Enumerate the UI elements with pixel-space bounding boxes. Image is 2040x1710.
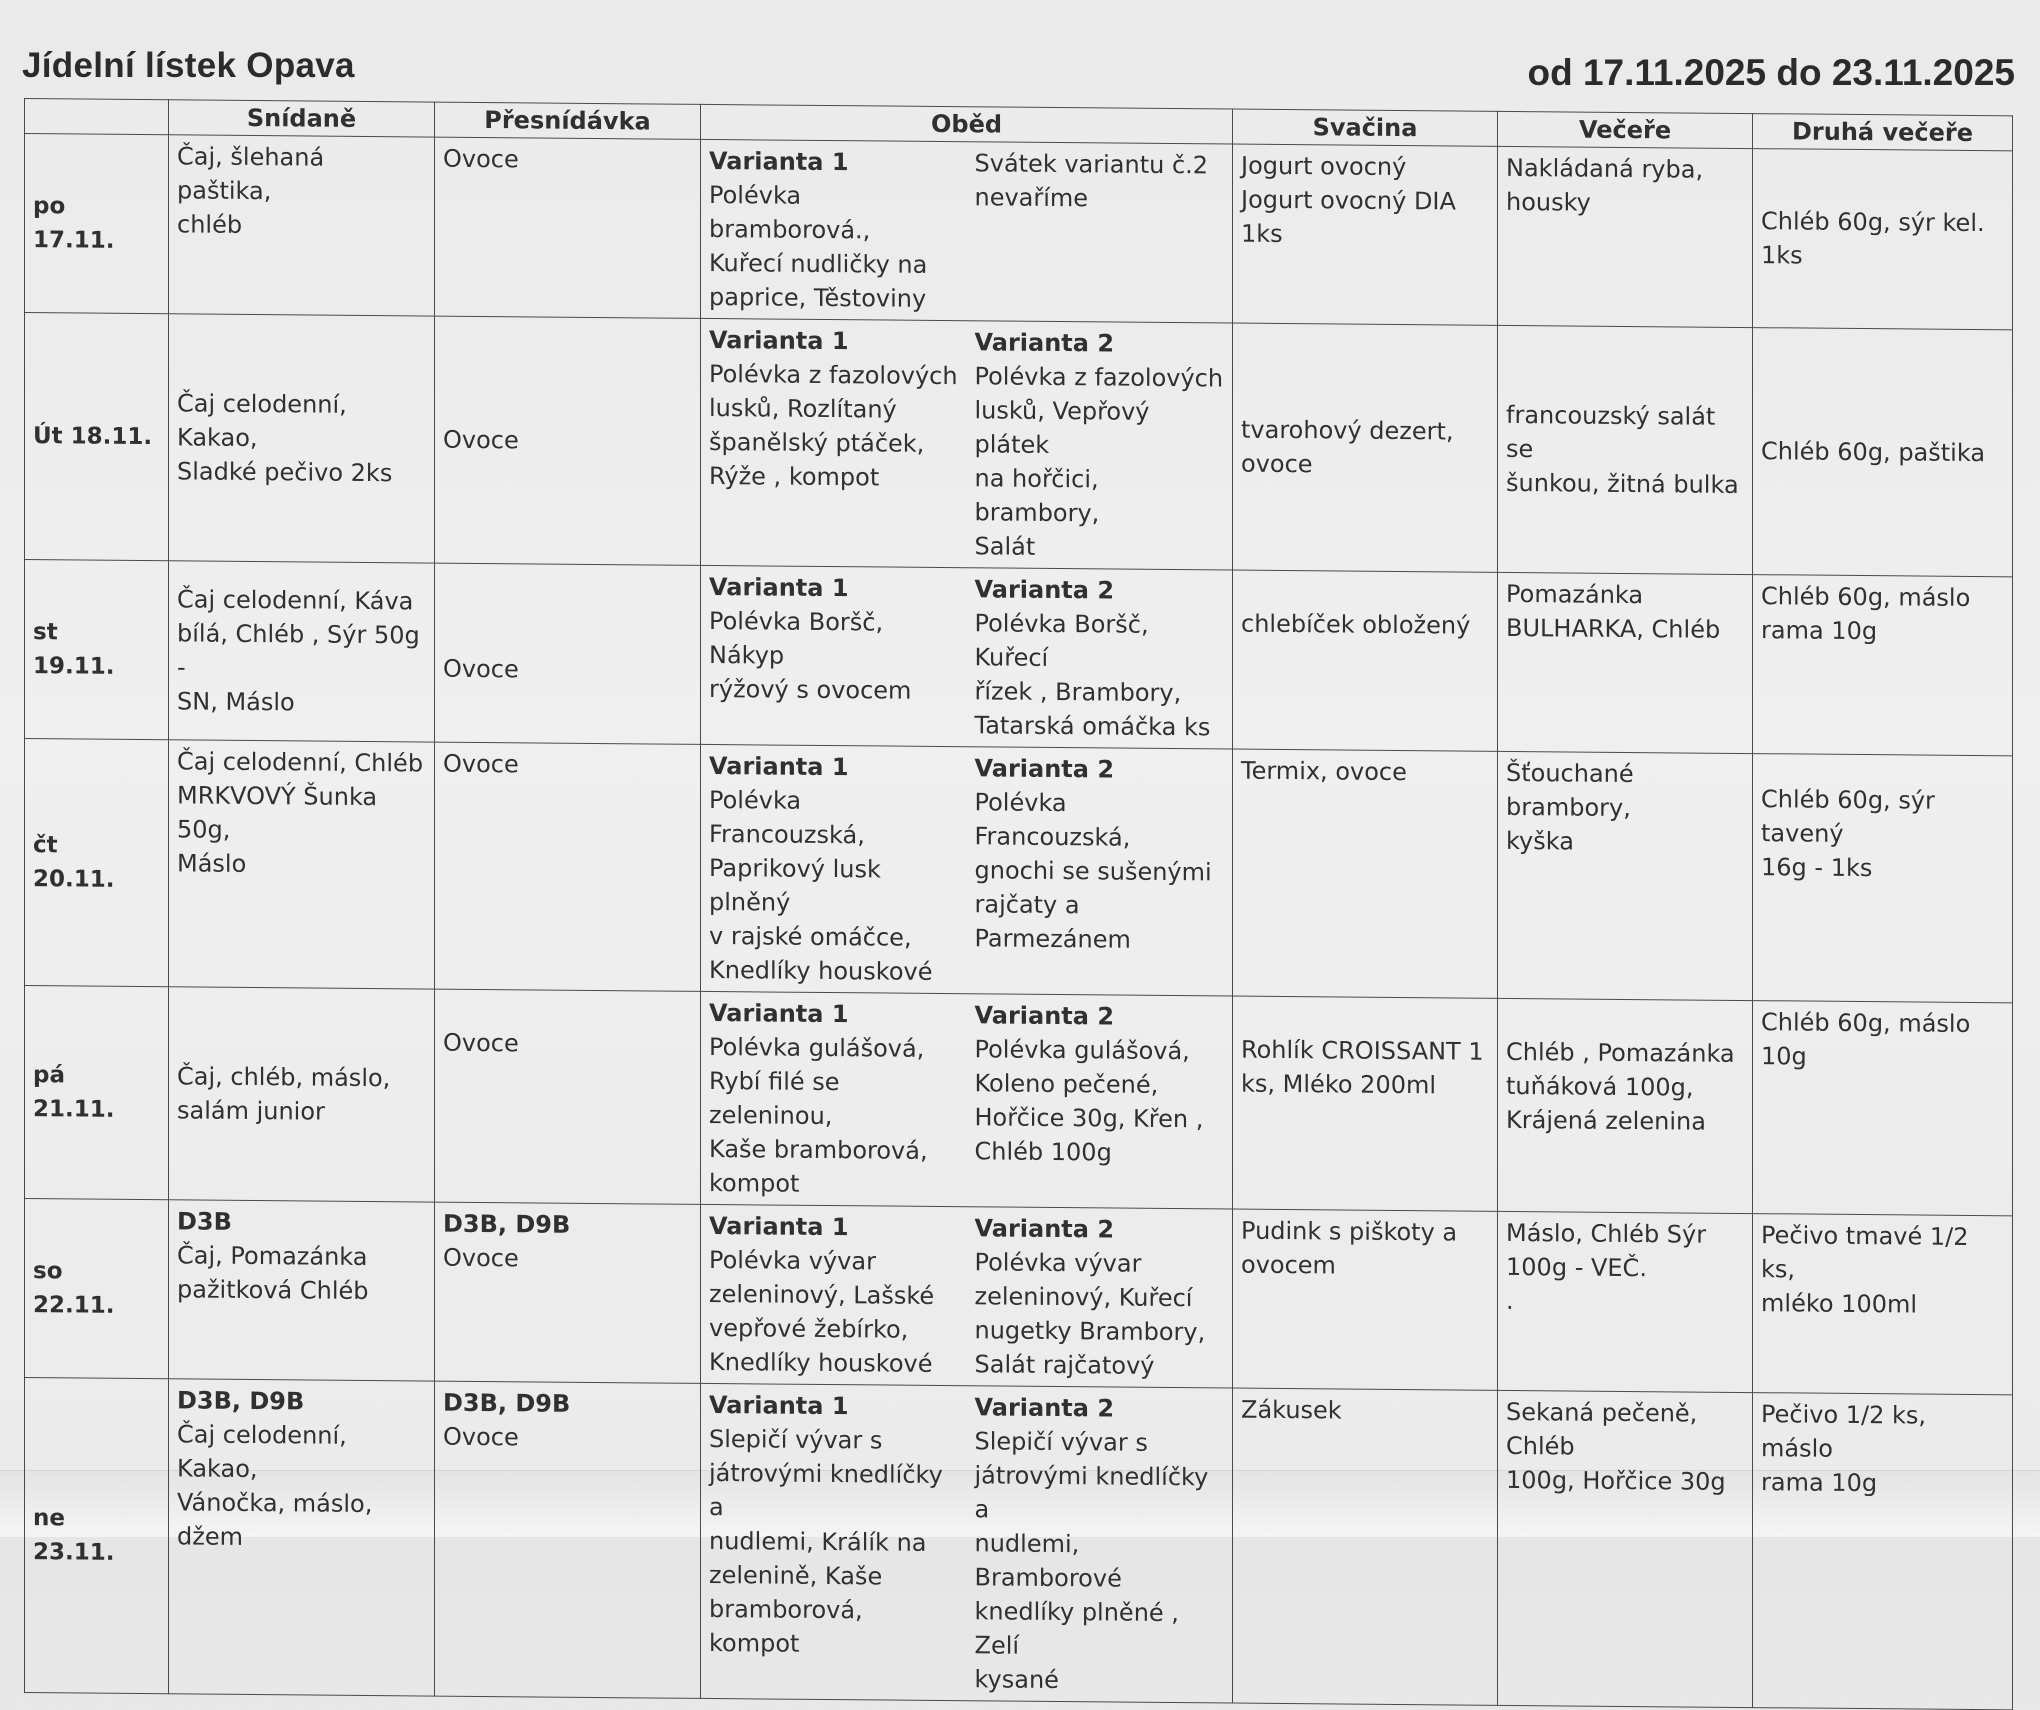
breakfast-cell: D3B, D9B Čaj celodenní, Kakao, Vánočka, máslo, džem [169,1379,435,1696]
table-row [25,739,2013,1003]
day-cell: po 17.11. [25,134,169,314]
dinner2-cell: Chléb 60g, paštika [1753,328,2013,577]
page-title: Jídelní lístek Opava [22,46,355,85]
lunch-variant1-cell: Varianta 1 Polévka Francouzská, Paprikový lusk plněný v rajské omáčce, Knedlíky houskové [701,744,967,993]
lunch-variant2-cell: Varianta 2 Slepičí vývar s játrovými knedlíčky a nudlemi, Bramborové knedlíky plněné , Zelí kysané [967,1386,1233,1703]
col-header-snack1: Přesnídávka [435,102,701,139]
dinner2-cell: Pečivo 1/2 ks, máslo rama 10g [1753,1393,2013,1710]
dinner2-cell: Chléb 60g, sýr tavený 16g - 1ks [1753,754,2013,1003]
lunch-variant1-cell: Varianta 1 Polévka Boršč, Nákyp rýžový s ovocem [701,565,967,746]
col-header-lunch: Oběd [701,104,1233,144]
table-row [25,134,2013,330]
day-cell: so 22.11. [25,1199,169,1379]
snack2-cell: Termix, ovoce [1233,749,1498,998]
col-header-day [25,99,169,135]
snack2-cell: Pudink s piškoty a ovocem [1233,1209,1498,1390]
table-row [25,1199,2013,1395]
day-cell: pá 21.11. [25,986,169,1200]
table-row [25,986,2013,1216]
breakfast-cell: Čaj celodenní, Chléb MRKVOVÝ Šunka 50g, Máslo [169,740,435,989]
lunch-variant2-cell: Varianta 2 Polévka gulášová, Koleno pečené, Hořčice 30g, Křen , Chléb 100g [967,994,1233,1209]
dinner-cell: Pomazánka BULHARKA, Chléb [1498,572,1753,753]
day-cell: Út 18.11. [25,313,169,561]
lunch-variant1-cell: Varianta 1 Polévka bramborová., Kuřecí nudličky na paprice, Těstoviny [701,139,967,320]
breakfast-cell: Čaj celodenní, Kakao, Sladké pečivo 2ks [169,314,435,563]
col-header-dinner2: Druhá večeře [1753,114,2013,151]
menu-table [24,98,2013,1710]
lunch-variant2-cell: Varianta 2 Polévka z fazolových lusků, Vepřový plátek na hořčici, brambory, Salát [967,321,1233,570]
snack1-cell: Ovoce [435,563,701,744]
dinner2-cell: Chléb 60g, máslo rama 10g [1753,575,2013,756]
dinner2-cell: Pečivo tmavé 1/2 ks, mléko 100ml [1753,1214,2013,1395]
dinner-cell: Chléb , Pomazánka tuňáková 100g, Krájená zelenina [1498,998,1753,1213]
table-row [25,1378,2013,1710]
dinner-cell: Sekaná pečeně, Chléb 100g, Hořčice 30g [1498,1390,1753,1707]
lunch-variant1-cell: Varianta 1 Polévka z fazolových lusků, Rozlítaný španělský ptáček, Rýže , kompot [701,318,967,567]
snack1-cell: Ovoce [435,742,701,991]
lunch-variant1-cell: Varianta 1 Slepičí vývar s játrovými knedlíčky a nudlemi, Králík na zelenině, Kaše bramborová, kompot [701,1383,967,1700]
date-range: od 17.11.2025 do 23.11.2025 [1527,52,2015,93]
lunch-variant2-cell: Varianta 2 Polévka Francouzská, gnochi se sušenými rajčaty a Parmezánem [967,747,1233,996]
day-cell: čt 20.11. [25,739,169,987]
dinner2-cell: Chléb 60g, sýr kel. 1ks [1753,149,2013,330]
table-row [25,560,2013,756]
snack2-cell: chlebíček obložený [1233,570,1498,751]
snack2-cell: Rohlík CROISSANT 1 ks, Mléko 200ml [1233,996,1498,1211]
col-header-breakfast: Snídaně [169,100,435,137]
breakfast-cell: D3B Čaj, Pomazánka pažitková Chléb [169,1200,435,1381]
snack2-cell: Zákusek [1233,1388,1498,1705]
breakfast-cell: Čaj celodenní, Káva bílá, Chléb , Sýr 50g - SN, Máslo [169,561,435,742]
col-header-snack2: Svačina [1233,109,1498,146]
breakfast-cell: Čaj, šlehaná paštika, chléb [169,135,435,316]
snack1-cell: Ovoce [435,989,701,1204]
breakfast-cell: Čaj, chléb, máslo, salám junior [169,987,435,1202]
dinner-cell: Máslo, Chléb Sýr 100g - VEČ. . [1498,1211,1753,1392]
dinner2-cell: Chléb 60g, máslo 10g [1753,1001,2013,1216]
lunch-variant2-cell: Svátek variantu č.2 nevaříme [967,142,1233,323]
table-row [25,313,2013,577]
snack1-cell: D3B, D9B Ovoce [435,1202,701,1383]
day-cell: ne 23.11. [25,1378,169,1694]
lunch-variant1-cell: Varianta 1 Polévka gulášová, Rybí filé se zeleninou, Kaše bramborová, kompot [701,991,967,1206]
col-header-dinner: Večeře [1498,111,1753,148]
snack2-cell: Jogurt ovocný Jogurt ovocný DIA 1ks [1233,144,1498,325]
day-cell: st 19.11. [25,560,169,740]
dinner-cell: Šťouchané brambory, kyška [1498,751,1753,1000]
snack2-cell: tvarohový dezert, ovoce [1233,323,1498,572]
snack1-cell: Ovoce [435,137,701,318]
lunch-variant2-cell: Varianta 2 Polévka Boršč, Kuřecí řízek , Brambory, Tatarská omáčka ks [967,568,1233,749]
dinner-cell: Nakládaná ryba, housky [1498,146,1753,327]
lunch-variant1-cell: Varianta 1 Polévka vývar zeleninový, Lašské vepřové žebírko, Knedlíky houskové [701,1204,967,1385]
lunch-variant2-cell: Varianta 2 Polévka vývar zeleninový, Kuřecí nugetky Brambory, Salát rajčatový [967,1207,1233,1388]
dinner-cell: francouzský salát se šunkou, žitná bulka [1498,325,1753,574]
snack1-cell: Ovoce [435,316,701,565]
snack1-cell: D3B, D9B Ovoce [435,1381,701,1698]
